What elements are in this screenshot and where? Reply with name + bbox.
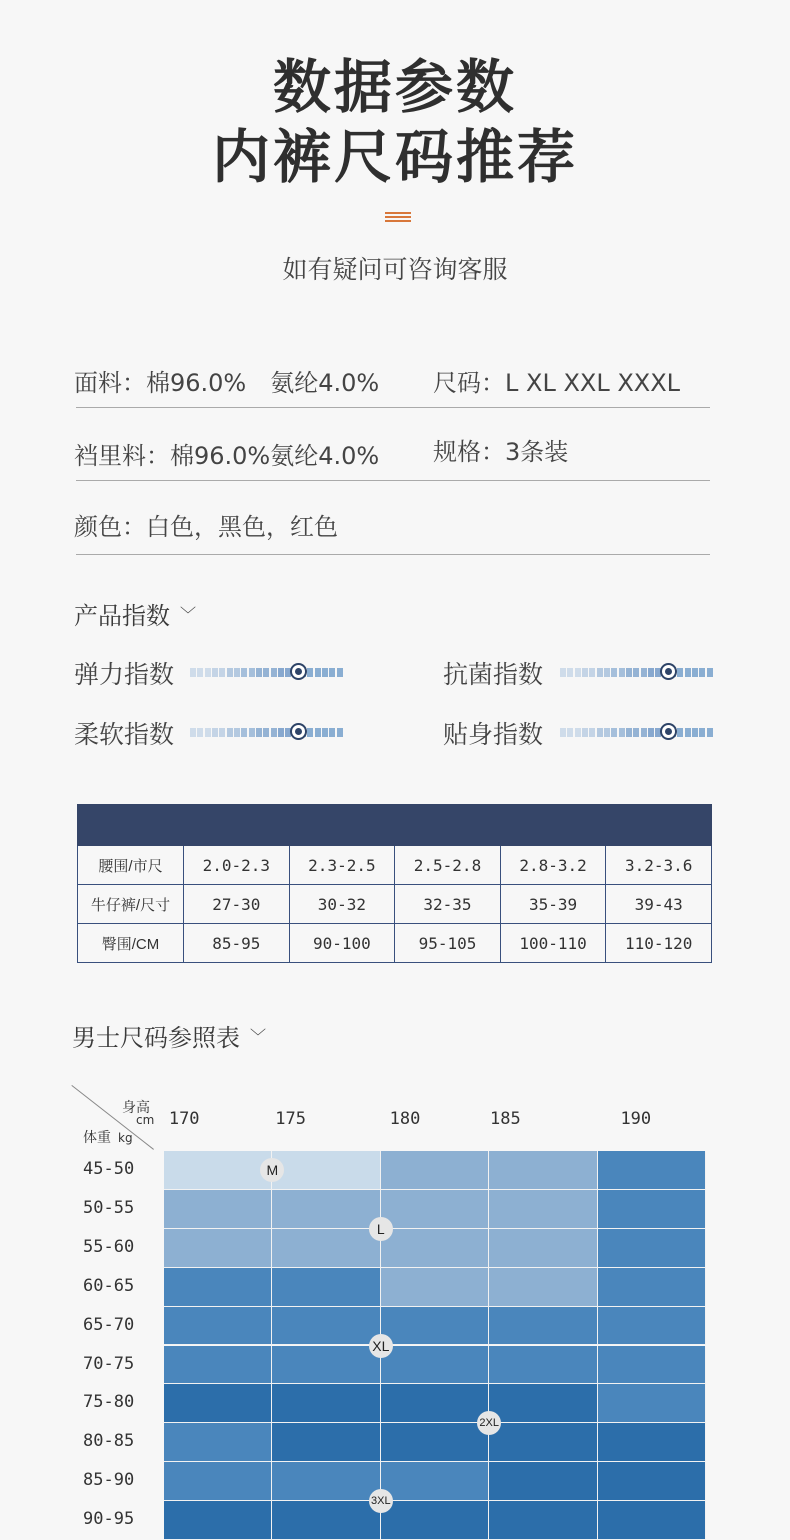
index-bar-elasticity: [190, 665, 344, 679]
index-bar-segment: [582, 728, 588, 737]
size-cell: [489, 1151, 597, 1190]
index-bar-segment: [626, 728, 632, 737]
index-bar-segment: [611, 728, 617, 737]
index-bar-segment: [582, 668, 588, 677]
size-cell: [164, 1501, 272, 1540]
index-bar-segment: [611, 668, 617, 677]
table-row: [78, 924, 712, 963]
size-cell: [381, 1346, 489, 1385]
divider: [76, 480, 710, 481]
index-level-knob: [290, 663, 307, 680]
index-bar-segment: [589, 668, 595, 677]
chevron-down-icon: ﹀: [180, 605, 197, 624]
index-bar-segment: [692, 668, 698, 677]
size-cell: [381, 1423, 489, 1462]
table-cell: 32-35: [395, 885, 501, 924]
index-level-knob: [660, 663, 677, 680]
title-divider: [385, 212, 411, 214]
index-label-antibacterial: 抗菌指数: [443, 660, 544, 689]
size-cell: [598, 1346, 706, 1385]
index-bar-segment: [707, 728, 713, 737]
index-bar-segment: [322, 728, 328, 737]
chevron-down-icon: ﹀: [250, 1027, 267, 1046]
size-cell: [489, 1190, 597, 1229]
index-bar-segment: [619, 728, 625, 737]
index-bar-segment: [560, 728, 566, 737]
spec-sizes: 尺码：L XL XXL XXXL: [433, 369, 681, 397]
weight-header: 45-50: [83, 1159, 135, 1179]
size-cell: [164, 1384, 272, 1423]
size-cell: [489, 1423, 597, 1462]
index-bar-segment: [589, 728, 595, 737]
size-cell: [489, 1384, 597, 1423]
weight-unit: kg: [118, 1131, 133, 1145]
page-title-line1: 数据参数: [272, 53, 517, 121]
index-bar-segment: [633, 668, 639, 677]
size-cell: [164, 1307, 272, 1346]
size-cell: [489, 1229, 597, 1268]
index-bar-segment: [699, 668, 705, 677]
index-bar-segment: [263, 668, 269, 677]
index-bar-segment: [219, 728, 225, 737]
table-cell: 30-32: [289, 885, 395, 924]
index-bar-segment: [234, 728, 240, 737]
table-row: [78, 846, 712, 885]
size-badge: M: [260, 1158, 284, 1182]
size-cell: [272, 1229, 380, 1268]
index-bar-segment: [677, 728, 683, 737]
index-bar-segment: [234, 668, 240, 677]
table-cell: 85-95: [184, 924, 290, 963]
size-badge: 3XL: [369, 1489, 393, 1513]
index-bar-segment: [337, 728, 343, 737]
index-bar-segment: [307, 728, 313, 737]
index-bar-segment: [249, 668, 255, 677]
size-cell: [381, 1307, 489, 1346]
size-cell: [164, 1423, 272, 1462]
index-bar-segment: [205, 668, 211, 677]
size-cell: [489, 1501, 597, 1540]
weight-header: 50-55: [83, 1197, 135, 1218]
index-bar-segment: [685, 728, 691, 737]
index-bar-softness: [190, 725, 344, 739]
weight-header: 65-70: [83, 1314, 135, 1335]
weight-axis-label: 体重: [83, 1130, 111, 1146]
size-chart-title-text: 男士尺码参照表: [72, 1024, 240, 1052]
size-cell: [598, 1307, 706, 1346]
index-label-fit: 贴身指数: [443, 720, 544, 749]
size-cell: [598, 1268, 706, 1307]
table-cell: 2.8-3.2: [500, 846, 606, 885]
size-badge: L: [369, 1217, 393, 1241]
size-cell: [598, 1462, 706, 1501]
size-cell: [272, 1190, 380, 1229]
index-bar-segment: [329, 728, 335, 737]
index-bar-segment: [567, 668, 573, 677]
size-cell: [272, 1423, 380, 1462]
size-cell: [272, 1462, 380, 1501]
size-cell: [272, 1307, 380, 1346]
index-bar-segment: [619, 668, 625, 677]
index-bar-segment: [626, 668, 632, 677]
index-level-knob: [290, 723, 307, 740]
size-cell: [272, 1384, 380, 1423]
size-cell: [381, 1384, 489, 1423]
size-cell: [381, 1229, 489, 1268]
index-bar-segment: [633, 728, 639, 737]
index-bar-segment: [641, 668, 647, 677]
size-cell: [489, 1268, 597, 1307]
product-index-title-text: 产品指数: [74, 602, 170, 630]
index-bar-segment: [219, 668, 225, 677]
index-bar-segment: [278, 668, 284, 677]
size-table-header: [78, 805, 712, 846]
weight-header: 90-95: [83, 1509, 135, 1530]
index-bar-fit: [560, 725, 714, 739]
index-bar-segment: [604, 668, 610, 677]
index-bar-segment: [212, 728, 218, 737]
index-bar-segment: [597, 668, 603, 677]
index-bar-segment: [278, 728, 284, 737]
weight-header: 85-90: [83, 1470, 135, 1491]
table-row: [78, 885, 712, 924]
index-bar-segment: [271, 728, 277, 737]
index-bar-segment: [190, 668, 196, 677]
index-bar-segment: [322, 668, 328, 677]
size-cell: [381, 1268, 489, 1307]
size-cell: [489, 1307, 597, 1346]
size-chart-grid: [72, 1085, 712, 1530]
index-bar-segment: [597, 728, 603, 737]
size-cell: [164, 1190, 272, 1229]
table-cell: 2.5-2.8: [395, 846, 501, 885]
index-bar-segment: [197, 728, 203, 737]
index-bar-segment: [307, 668, 313, 677]
index-bar-segment: [190, 728, 196, 737]
size-cell: [598, 1229, 706, 1268]
height-header: 170: [168, 1109, 200, 1129]
height-header: 190: [620, 1109, 652, 1129]
index-bar-segment: [685, 668, 691, 677]
table-cell: 3.2-3.6: [606, 846, 712, 885]
index-bar-segment: [648, 728, 654, 737]
size-badge: 2XL: [477, 1411, 501, 1435]
index-bar-segment: [648, 668, 654, 677]
index-bar-segment: [256, 728, 262, 737]
size-cell: [164, 1268, 272, 1307]
size-cell: [272, 1346, 380, 1385]
height-header: 180: [389, 1109, 421, 1129]
index-bar-segment: [263, 728, 269, 737]
index-bar-segment: [241, 728, 247, 737]
row-label: 臀围/CM: [78, 924, 184, 963]
size-cell: [164, 1462, 272, 1501]
table-cell: 90-100: [289, 924, 395, 963]
spec-pack: 规格：3条装: [433, 438, 569, 466]
index-bar-segment: [699, 728, 705, 737]
index-bar-segment: [249, 728, 255, 737]
index-bar-segment: [315, 728, 321, 737]
size-cell: [164, 1229, 272, 1268]
size-cell: [381, 1462, 489, 1501]
index-level-knob: [660, 723, 677, 740]
size-cell: [381, 1151, 489, 1190]
index-bar-segment: [227, 728, 233, 737]
size-cell: [598, 1501, 706, 1540]
size-cell: [381, 1190, 489, 1229]
table-cell: 35-39: [500, 885, 606, 924]
page-subtitle: 如有疑问可咨询客服: [282, 255, 508, 284]
row-label: 腰围/市尺: [78, 846, 184, 885]
size-badge: XL: [369, 1334, 393, 1358]
spec-colors: 颜色：白色，黑色，红色: [74, 513, 338, 541]
index-bar-segment: [707, 668, 713, 677]
weight-header: 70-75: [83, 1353, 135, 1374]
divider: [76, 554, 710, 555]
index-bar-segment: [227, 668, 233, 677]
index-label-softness: 柔软指数: [74, 720, 175, 749]
size-cell: [272, 1501, 380, 1540]
size-cell: [598, 1384, 706, 1423]
size-cell: [489, 1346, 597, 1385]
index-bar-segment: [692, 728, 698, 737]
index-bar-segment: [677, 668, 683, 677]
table-cell: 39-43: [606, 885, 712, 924]
size-cell: [272, 1151, 380, 1190]
size-table: [77, 804, 712, 963]
index-bar-segment: [560, 668, 566, 677]
table-cell: 110-120: [606, 924, 712, 963]
index-bar-segment: [567, 728, 573, 737]
divider: [76, 407, 710, 408]
index-bar-segment: [641, 728, 647, 737]
product-index-title: [74, 596, 196, 631]
table-cell: 100-110: [500, 924, 606, 963]
size-cell: [164, 1346, 272, 1385]
size-cell: [381, 1501, 489, 1540]
index-bar-segment: [271, 668, 277, 677]
index-bar-antibacterial: [560, 665, 714, 679]
height-axis-label: 身高: [122, 1100, 150, 1116]
size-table-header-cell: [78, 805, 712, 846]
size-chart-title: [72, 1018, 266, 1053]
weight-header: 55-60: [83, 1236, 135, 1257]
index-label-elasticity: 弹力指数: [74, 660, 175, 689]
height-header: 175: [275, 1109, 306, 1129]
size-cell: [272, 1268, 380, 1307]
height-unit: cm: [136, 1113, 155, 1127]
spec-lining: 裆里料：棉96.0%氨纶4.0%: [74, 442, 380, 470]
title-divider: [385, 220, 411, 222]
height-header: 185: [490, 1109, 521, 1129]
index-bar-segment: [315, 668, 321, 677]
size-cell: [598, 1151, 706, 1190]
index-bar-segment: [337, 668, 343, 677]
page-title-line2: 内裤尺码推荐: [211, 123, 578, 191]
size-cell: [489, 1462, 597, 1501]
index-bar-segment: [241, 668, 247, 677]
index-bar-segment: [575, 668, 581, 677]
size-cell: [598, 1190, 706, 1229]
weight-header: 60-65: [83, 1275, 135, 1296]
table-cell: 27-30: [184, 885, 290, 924]
index-bar-segment: [575, 728, 581, 737]
index-bar-segment: [197, 668, 203, 677]
index-bar-segment: [205, 728, 211, 737]
spec-fabric: 面料：棉96.0% 氨纶4.0%: [74, 369, 380, 397]
size-cell: [164, 1151, 272, 1190]
row-label: 牛仔裤/尺寸: [78, 885, 184, 924]
index-bar-segment: [212, 668, 218, 677]
table-cell: 95-105: [395, 924, 501, 963]
table-cell: 2.0-2.3: [184, 846, 290, 885]
index-bar-segment: [329, 668, 335, 677]
weight-header: 75-80: [83, 1392, 135, 1413]
weight-header: 80-85: [83, 1431, 135, 1452]
table-cell: 2.3-2.5: [289, 846, 395, 885]
index-bar-segment: [604, 728, 610, 737]
index-bar-segment: [256, 668, 262, 677]
size-cell: [598, 1423, 706, 1462]
title-divider: [385, 216, 411, 218]
